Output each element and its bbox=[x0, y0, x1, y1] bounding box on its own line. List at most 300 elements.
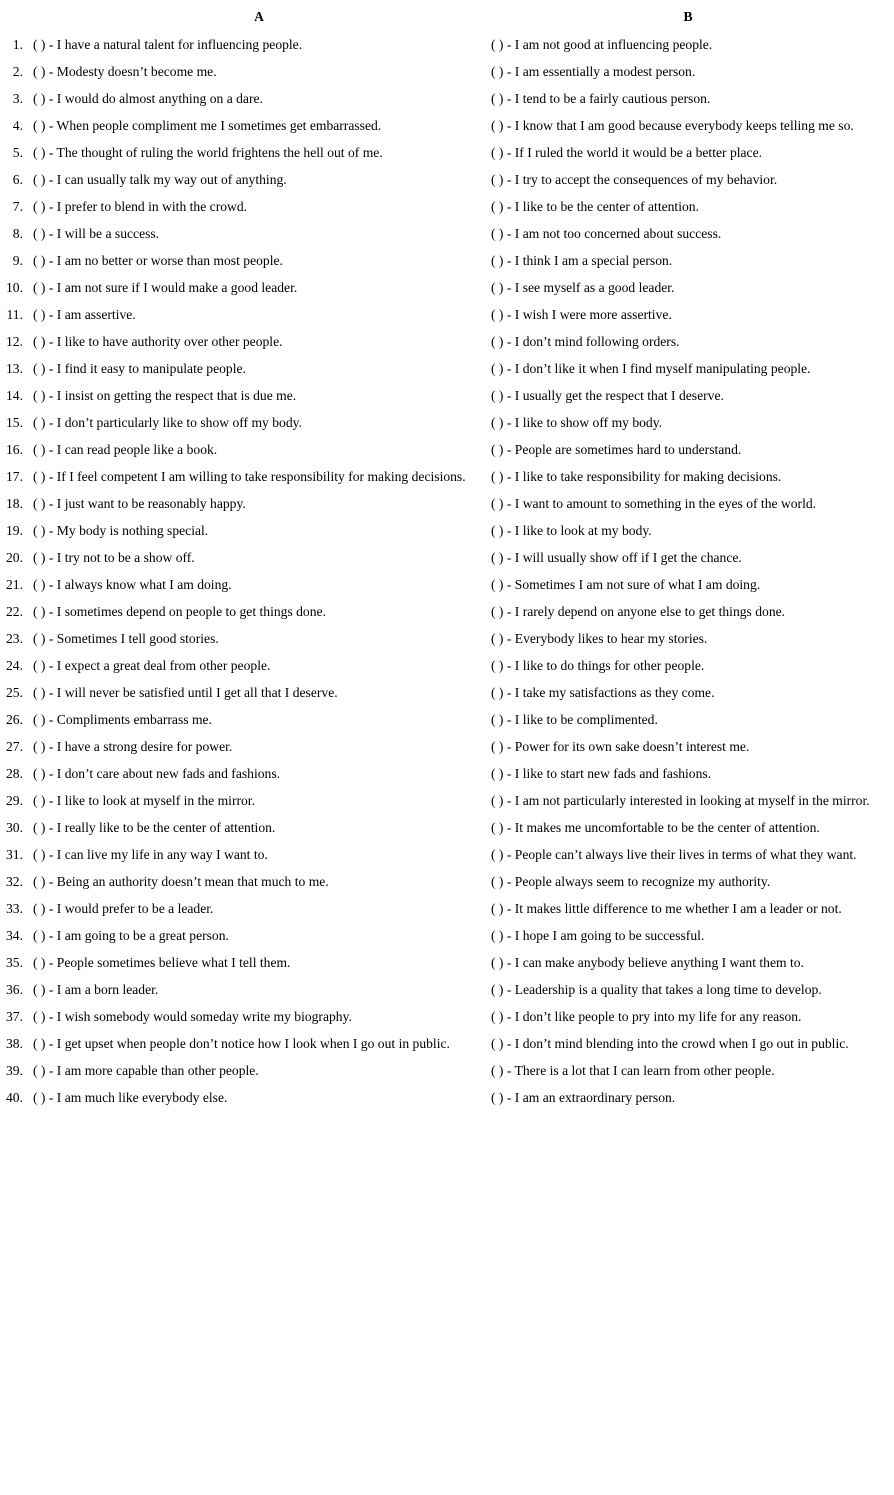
question-row bbox=[0, 819, 894, 846]
option-b-text: I take my satisfactions as they come. bbox=[514, 685, 715, 700]
option-b-text: I am not good at influencing people. bbox=[514, 37, 713, 52]
option-b[interactable] bbox=[491, 360, 891, 378]
option-a-text: I try not to be a show off. bbox=[56, 550, 195, 565]
question-row bbox=[0, 117, 894, 144]
option-b-text: I like to do things for other people. bbox=[514, 658, 705, 673]
option-a[interactable] bbox=[33, 252, 488, 270]
item-number: 38. bbox=[6, 1036, 23, 1051]
option-a[interactable] bbox=[33, 549, 488, 567]
option-a[interactable] bbox=[33, 387, 488, 405]
option-a-text: The thought of ruling the world frightens the hell out of me. bbox=[56, 145, 383, 160]
option-b[interactable] bbox=[491, 711, 891, 729]
option-b[interactable] bbox=[491, 1008, 891, 1026]
question-row bbox=[0, 414, 894, 441]
option-a-text: I wish somebody would someday write my biography. bbox=[56, 1009, 352, 1024]
option-b-checkbox[interactable]: ( ) - bbox=[491, 307, 515, 322]
option-a[interactable] bbox=[33, 819, 488, 837]
item-number: 30. bbox=[6, 820, 23, 835]
option-a[interactable] bbox=[33, 765, 488, 783]
option-b-checkbox[interactable]: ( ) - bbox=[491, 631, 515, 646]
option-a[interactable] bbox=[33, 873, 488, 891]
option-b-checkbox[interactable]: ( ) - bbox=[491, 388, 515, 403]
option-b[interactable] bbox=[491, 522, 891, 540]
option-a-checkbox[interactable]: ( ) - bbox=[33, 1090, 57, 1105]
option-a-text: I am going to be a great person. bbox=[56, 928, 229, 943]
option-a-text: I get upset when people don’t notice how I look when I go out in public. bbox=[56, 1036, 450, 1051]
option-b-checkbox[interactable]: ( ) - bbox=[491, 550, 515, 565]
option-a-checkbox[interactable]: ( ) - bbox=[33, 118, 57, 133]
option-b-checkbox[interactable]: ( ) - bbox=[491, 955, 515, 970]
option-b-checkbox[interactable]: ( ) - bbox=[491, 118, 515, 133]
option-b[interactable] bbox=[491, 90, 891, 108]
option-a-text: I will be a success. bbox=[56, 226, 160, 241]
question-row bbox=[0, 360, 894, 387]
option-a-checkbox[interactable]: ( ) - bbox=[33, 415, 57, 430]
option-a-checkbox[interactable]: ( ) - bbox=[33, 172, 57, 187]
option-b-text: I like to be complimented. bbox=[514, 712, 658, 727]
option-a-checkbox[interactable]: ( ) - bbox=[33, 766, 57, 781]
option-a-text: I insist on getting the respect that is due me. bbox=[56, 388, 297, 403]
question-row bbox=[0, 387, 894, 414]
option-a[interactable] bbox=[33, 603, 488, 621]
option-a-text: I find it easy to manipulate people. bbox=[56, 361, 246, 376]
option-a-text: I sometimes depend on people to get things done. bbox=[56, 604, 326, 619]
option-b[interactable] bbox=[491, 819, 891, 837]
option-b-checkbox[interactable]: ( ) - bbox=[491, 793, 515, 808]
question-row bbox=[0, 873, 894, 900]
item-number: 11. bbox=[6, 307, 23, 322]
option-a-text: I have a strong desire for power. bbox=[56, 739, 233, 754]
option-b-text: People are sometimes hard to understand. bbox=[514, 442, 742, 457]
option-b[interactable] bbox=[491, 576, 891, 594]
option-a-text: I don’t care about new fads and fashions. bbox=[56, 766, 281, 781]
option-a-checkbox[interactable]: ( ) - bbox=[33, 658, 57, 673]
option-b-checkbox[interactable]: ( ) - bbox=[491, 361, 515, 376]
option-a-text: I like to have authority over other people. bbox=[56, 334, 283, 349]
option-b[interactable] bbox=[491, 927, 891, 945]
option-a-checkbox[interactable]: ( ) - bbox=[33, 307, 57, 322]
option-a-checkbox[interactable]: ( ) - bbox=[33, 361, 57, 376]
item-number: 22. bbox=[6, 604, 23, 619]
option-b-checkbox[interactable]: ( ) - bbox=[491, 847, 515, 862]
option-a-checkbox[interactable]: ( ) - bbox=[33, 253, 57, 268]
option-b[interactable] bbox=[491, 981, 891, 999]
item-number: 37. bbox=[6, 1009, 23, 1024]
option-a-checkbox[interactable]: ( ) - bbox=[33, 1036, 57, 1051]
option-b[interactable] bbox=[491, 306, 891, 324]
option-b-text: I am essentially a modest person. bbox=[514, 64, 696, 79]
option-a[interactable] bbox=[33, 360, 488, 378]
option-a[interactable] bbox=[33, 576, 488, 594]
option-a-text: I can usually talk my way out of anything. bbox=[56, 172, 287, 187]
option-a-checkbox[interactable]: ( ) - bbox=[33, 604, 57, 619]
item-number: 20. bbox=[6, 550, 23, 565]
item-number: 27. bbox=[6, 739, 23, 754]
option-b[interactable] bbox=[491, 873, 891, 891]
option-b-checkbox[interactable]: ( ) - bbox=[491, 1009, 515, 1024]
option-b-checkbox[interactable]: ( ) - bbox=[491, 145, 515, 160]
option-b-checkbox[interactable]: ( ) - bbox=[491, 766, 515, 781]
question-row bbox=[0, 846, 894, 873]
option-b-text: Power for its own sake doesn’t interest me. bbox=[514, 739, 750, 754]
option-b-checkbox[interactable]: ( ) - bbox=[491, 172, 515, 187]
option-b[interactable] bbox=[491, 603, 891, 621]
item-number: 7. bbox=[12, 199, 23, 214]
item-number: 26. bbox=[6, 712, 23, 727]
option-a-text: I can read people like a book. bbox=[56, 442, 218, 457]
option-a-text: I am much like everybody else. bbox=[56, 1090, 228, 1105]
option-b[interactable] bbox=[491, 792, 891, 810]
item-number: 21. bbox=[6, 577, 23, 592]
option-a[interactable] bbox=[33, 927, 488, 945]
option-b[interactable] bbox=[491, 657, 891, 675]
option-b-text: I tend to be a fairly cautious person. bbox=[514, 91, 711, 106]
option-b-text: I like to start new fads and fashions. bbox=[514, 766, 712, 781]
option-a-checkbox[interactable]: ( ) - bbox=[33, 874, 57, 889]
option-b-checkbox[interactable]: ( ) - bbox=[491, 64, 515, 79]
option-a[interactable] bbox=[33, 306, 488, 324]
option-b-checkbox[interactable]: ( ) - bbox=[491, 415, 515, 430]
question-row bbox=[0, 954, 894, 981]
item-number: 18. bbox=[6, 496, 23, 511]
option-b-checkbox[interactable]: ( ) - bbox=[491, 820, 515, 835]
option-a[interactable] bbox=[33, 468, 488, 486]
option-b[interactable] bbox=[491, 171, 891, 189]
option-a-text: I am a born leader. bbox=[56, 982, 159, 997]
option-a-checkbox[interactable]: ( ) - bbox=[33, 145, 57, 160]
question-row bbox=[0, 198, 894, 225]
question-row bbox=[0, 1008, 894, 1035]
option-b-checkbox[interactable]: ( ) - bbox=[491, 37, 515, 52]
option-a-checkbox[interactable]: ( ) - bbox=[33, 442, 57, 457]
option-a-text: I just want to be reasonably happy. bbox=[56, 496, 246, 511]
option-a-text: I would do almost anything on a dare. bbox=[56, 91, 263, 106]
option-a[interactable] bbox=[33, 1062, 488, 1080]
option-b-checkbox[interactable]: ( ) - bbox=[491, 685, 515, 700]
option-b-text: I rarely depend on anyone else to get things done. bbox=[514, 604, 786, 619]
option-a[interactable] bbox=[33, 171, 488, 189]
item-number: 6. bbox=[12, 172, 23, 187]
question-row bbox=[0, 900, 894, 927]
option-a-checkbox[interactable]: ( ) - bbox=[33, 199, 57, 214]
item-number: 17. bbox=[6, 469, 23, 484]
option-a[interactable] bbox=[33, 279, 488, 297]
item-number: 39. bbox=[6, 1063, 23, 1078]
option-b-text: If I ruled the world it would be a better place. bbox=[514, 145, 763, 160]
option-b-checkbox[interactable]: ( ) - bbox=[491, 496, 515, 511]
option-a-checkbox[interactable]: ( ) - bbox=[33, 550, 57, 565]
question-row bbox=[0, 252, 894, 279]
option-b[interactable] bbox=[491, 333, 891, 351]
option-a-checkbox[interactable]: ( ) - bbox=[33, 739, 57, 754]
option-b[interactable] bbox=[491, 144, 891, 162]
question-row bbox=[0, 576, 894, 603]
option-a-checkbox[interactable]: ( ) - bbox=[33, 685, 57, 700]
option-a[interactable] bbox=[33, 144, 488, 162]
option-b-checkbox[interactable]: ( ) - bbox=[491, 199, 515, 214]
question-row bbox=[0, 765, 894, 792]
option-a[interactable] bbox=[33, 981, 488, 999]
question-row bbox=[0, 522, 894, 549]
option-b-checkbox[interactable]: ( ) - bbox=[491, 91, 515, 106]
item-number: 40. bbox=[6, 1090, 23, 1105]
option-b-text: I will usually show off if I get the chance. bbox=[514, 550, 742, 565]
option-a-text: When people compliment me I sometimes get embarrassed. bbox=[56, 118, 382, 133]
option-b-text: I hope I am going to be successful. bbox=[514, 928, 705, 943]
question-row bbox=[0, 738, 894, 765]
option-a[interactable] bbox=[33, 63, 488, 81]
option-b-text: I like to look at my body. bbox=[514, 523, 652, 538]
option-b[interactable] bbox=[491, 765, 891, 783]
option-a-checkbox[interactable]: ( ) - bbox=[33, 847, 57, 862]
item-number: 16. bbox=[6, 442, 23, 457]
item-number: 19. bbox=[6, 523, 23, 538]
option-b[interactable] bbox=[491, 279, 891, 297]
item-number: 32. bbox=[6, 874, 23, 889]
option-b[interactable] bbox=[491, 1062, 891, 1080]
question-row bbox=[0, 306, 894, 333]
option-a-checkbox[interactable]: ( ) - bbox=[33, 901, 57, 916]
question-row bbox=[0, 333, 894, 360]
option-a-text: Compliments embarrass me. bbox=[56, 712, 212, 727]
option-b-text: I am not particularly interested in looking at myself in the mirror. bbox=[514, 793, 870, 808]
option-b-text: I like to show off my body. bbox=[514, 415, 663, 430]
option-a[interactable] bbox=[33, 954, 488, 972]
option-a[interactable] bbox=[33, 630, 488, 648]
option-b-text: I don’t mind blending into the crowd when I go out in public. bbox=[514, 1036, 849, 1051]
question-row bbox=[0, 630, 894, 657]
option-b-text: I want to amount to something in the eyes of the world. bbox=[514, 496, 817, 511]
option-b-text: Everybody likes to hear my stories. bbox=[514, 631, 708, 646]
option-a-text: I have a natural talent for influencing people. bbox=[56, 37, 303, 52]
option-a-checkbox[interactable]: ( ) - bbox=[33, 577, 57, 592]
option-a-text: I am more capable than other people. bbox=[56, 1063, 259, 1078]
question-row bbox=[0, 225, 894, 252]
option-a[interactable] bbox=[33, 657, 488, 675]
option-b-checkbox[interactable]: ( ) - bbox=[491, 1036, 515, 1051]
question-row bbox=[0, 1062, 894, 1089]
option-a-checkbox[interactable]: ( ) - bbox=[33, 469, 57, 484]
option-a-checkbox[interactable]: ( ) - bbox=[33, 820, 57, 835]
option-a-checkbox[interactable]: ( ) - bbox=[33, 388, 57, 403]
question-row bbox=[0, 792, 894, 819]
option-a-text: I always know what I am doing. bbox=[56, 577, 232, 592]
option-b-checkbox[interactable]: ( ) - bbox=[491, 442, 515, 457]
option-b[interactable] bbox=[491, 198, 891, 216]
option-a-text: Modesty doesn’t become me. bbox=[56, 64, 217, 79]
item-number: 2. bbox=[12, 64, 23, 79]
item-number: 24. bbox=[6, 658, 23, 673]
option-a[interactable] bbox=[33, 1008, 488, 1026]
option-a[interactable] bbox=[33, 198, 488, 216]
option-b-text: People always seem to recognize my authority. bbox=[514, 874, 771, 889]
option-b-text: I try to accept the consequences of my behavior. bbox=[514, 172, 778, 187]
question-row bbox=[0, 171, 894, 198]
item-number: 15. bbox=[6, 415, 23, 430]
item-number: 31. bbox=[6, 847, 23, 862]
option-a[interactable] bbox=[33, 684, 488, 702]
option-b[interactable] bbox=[491, 900, 891, 918]
option-b[interactable] bbox=[491, 441, 891, 459]
option-a-checkbox[interactable]: ( ) - bbox=[33, 226, 57, 241]
item-number: 25. bbox=[6, 685, 23, 700]
option-a[interactable] bbox=[33, 711, 488, 729]
option-b-text: People can’t always live their lives in terms of what they want. bbox=[514, 847, 857, 862]
option-b[interactable] bbox=[491, 252, 891, 270]
option-a-checkbox[interactable]: ( ) - bbox=[33, 1063, 57, 1078]
option-a-checkbox[interactable]: ( ) - bbox=[33, 496, 57, 511]
item-number: 35. bbox=[6, 955, 23, 970]
option-b-checkbox[interactable]: ( ) - bbox=[491, 280, 515, 295]
option-b-checkbox[interactable]: ( ) - bbox=[491, 226, 515, 241]
item-number: 8. bbox=[12, 226, 23, 241]
option-a-text: I would prefer to be a leader. bbox=[56, 901, 214, 916]
option-b[interactable] bbox=[491, 684, 891, 702]
option-b[interactable] bbox=[491, 36, 891, 54]
option-a[interactable] bbox=[33, 1035, 488, 1053]
option-b-checkbox[interactable]: ( ) - bbox=[491, 334, 515, 349]
item-number: 9. bbox=[12, 253, 23, 268]
option-b-checkbox[interactable]: ( ) - bbox=[491, 901, 515, 916]
item-number: 13. bbox=[6, 361, 23, 376]
option-b-checkbox[interactable]: ( ) - bbox=[491, 577, 515, 592]
option-a[interactable] bbox=[33, 117, 488, 135]
option-a-checkbox[interactable]: ( ) - bbox=[33, 712, 57, 727]
option-a-checkbox[interactable]: ( ) - bbox=[33, 37, 57, 52]
option-a[interactable] bbox=[33, 414, 488, 432]
option-a[interactable] bbox=[33, 1089, 488, 1107]
option-a[interactable] bbox=[33, 792, 488, 810]
option-b-checkbox[interactable]: ( ) - bbox=[491, 874, 515, 889]
option-a-checkbox[interactable]: ( ) - bbox=[33, 280, 57, 295]
option-b-text: I don’t like it when I find myself manipulating people. bbox=[514, 361, 811, 376]
option-b[interactable] bbox=[491, 117, 891, 135]
option-b-text: I wish I were more assertive. bbox=[514, 307, 672, 322]
option-b[interactable] bbox=[491, 630, 891, 648]
option-a-checkbox[interactable]: ( ) - bbox=[33, 793, 57, 808]
item-number: 10. bbox=[6, 280, 23, 295]
option-a-checkbox[interactable]: ( ) - bbox=[33, 91, 57, 106]
column-a-header: A bbox=[254, 9, 264, 24]
option-a[interactable] bbox=[33, 846, 488, 864]
question-row bbox=[0, 144, 894, 171]
option-b-checkbox[interactable]: ( ) - bbox=[491, 604, 515, 619]
option-b-text: I can make anybody believe anything I want them to. bbox=[514, 955, 804, 970]
question-row bbox=[0, 711, 894, 738]
question-row bbox=[0, 927, 894, 954]
option-b-text: I don’t like people to pry into my life for any reason. bbox=[514, 1009, 802, 1024]
option-b[interactable] bbox=[491, 1035, 891, 1053]
option-a[interactable] bbox=[33, 495, 488, 513]
option-b[interactable] bbox=[491, 225, 891, 243]
option-b-checkbox[interactable]: ( ) - bbox=[491, 658, 515, 673]
option-a-checkbox[interactable]: ( ) - bbox=[33, 928, 57, 943]
question-row bbox=[0, 1035, 894, 1062]
option-a[interactable] bbox=[33, 333, 488, 351]
option-b[interactable] bbox=[491, 549, 891, 567]
column-b-header: B bbox=[683, 9, 693, 24]
option-a-checkbox[interactable]: ( ) - bbox=[33, 631, 57, 646]
option-a-text: If I feel competent I am willing to take responsibility for making decisions. bbox=[56, 469, 466, 484]
option-b-checkbox[interactable]: ( ) - bbox=[491, 1063, 515, 1078]
option-a-text: I like to look at myself in the mirror. bbox=[56, 793, 255, 808]
item-number: 1. bbox=[12, 37, 23, 52]
question-row bbox=[0, 495, 894, 522]
option-a-text: Being an authority doesn’t mean that much to me. bbox=[56, 874, 329, 889]
option-b-text: Leadership is a quality that takes a long time to develop. bbox=[514, 982, 822, 997]
option-b-checkbox[interactable]: ( ) - bbox=[491, 739, 515, 754]
item-number: 4. bbox=[12, 118, 23, 133]
option-a-checkbox[interactable]: ( ) - bbox=[33, 982, 57, 997]
option-a-text: I prefer to blend in with the crowd. bbox=[56, 199, 248, 214]
item-number: 28. bbox=[6, 766, 23, 781]
option-b-text: I like to be the center of attention. bbox=[514, 199, 699, 214]
option-b[interactable] bbox=[491, 63, 891, 81]
option-b[interactable] bbox=[491, 468, 891, 486]
option-a-checkbox[interactable]: ( ) - bbox=[33, 955, 57, 970]
option-b[interactable] bbox=[491, 387, 891, 405]
option-b-checkbox[interactable]: ( ) - bbox=[491, 712, 515, 727]
question-row bbox=[0, 36, 894, 63]
option-a-checkbox[interactable]: ( ) - bbox=[33, 334, 57, 349]
option-b[interactable] bbox=[491, 495, 891, 513]
item-number: 36. bbox=[6, 982, 23, 997]
option-b-checkbox[interactable]: ( ) - bbox=[491, 1090, 515, 1105]
option-a[interactable] bbox=[33, 36, 488, 54]
option-a-checkbox[interactable]: ( ) - bbox=[33, 1009, 57, 1024]
option-b-text: I see myself as a good leader. bbox=[514, 280, 675, 295]
option-a-text: I will never be satisfied until I get all that I deserve. bbox=[56, 685, 338, 700]
item-number: 34. bbox=[6, 928, 23, 943]
option-a-checkbox[interactable]: ( ) - bbox=[33, 64, 57, 79]
option-b-checkbox[interactable]: ( ) - bbox=[491, 253, 515, 268]
question-row bbox=[0, 549, 894, 576]
option-a[interactable] bbox=[33, 900, 488, 918]
column-headers bbox=[0, 9, 894, 27]
option-b-checkbox[interactable]: ( ) - bbox=[491, 982, 515, 997]
option-b-text: I know that I am good because everybody keeps telling me so. bbox=[514, 118, 854, 133]
question-row bbox=[0, 63, 894, 90]
option-a-text: My body is nothing special. bbox=[56, 523, 209, 538]
option-a[interactable] bbox=[33, 441, 488, 459]
option-b[interactable] bbox=[491, 954, 891, 972]
option-a[interactable] bbox=[33, 738, 488, 756]
option-a[interactable] bbox=[33, 90, 488, 108]
option-b[interactable] bbox=[491, 738, 891, 756]
item-number: 5. bbox=[12, 145, 23, 160]
option-b-text: I am not too concerned about success. bbox=[514, 226, 722, 241]
option-b-text: Sometimes I am not sure of what I am doing. bbox=[514, 577, 761, 592]
option-a[interactable] bbox=[33, 225, 488, 243]
option-a-text: I really like to be the center of attention. bbox=[56, 820, 276, 835]
option-a-text: I expect a great deal from other people. bbox=[56, 658, 271, 673]
option-a-checkbox[interactable]: ( ) - bbox=[33, 523, 57, 538]
option-a[interactable] bbox=[33, 522, 488, 540]
question-row bbox=[0, 1089, 894, 1116]
item-number: 3. bbox=[12, 91, 23, 106]
option-b-checkbox[interactable]: ( ) - bbox=[491, 928, 515, 943]
option-a-text: People sometimes believe what I tell them. bbox=[56, 955, 291, 970]
option-b[interactable] bbox=[491, 1089, 891, 1107]
item-number: 14. bbox=[6, 388, 23, 403]
item-number: 29. bbox=[6, 793, 23, 808]
option-a-text: I am no better or worse than most people. bbox=[56, 253, 283, 268]
option-b-checkbox[interactable]: ( ) - bbox=[491, 523, 515, 538]
option-b[interactable] bbox=[491, 414, 891, 432]
option-b-text: I usually get the respect that I deserve. bbox=[514, 388, 724, 403]
option-b-checkbox[interactable]: ( ) - bbox=[491, 469, 515, 484]
option-b[interactable] bbox=[491, 846, 891, 864]
